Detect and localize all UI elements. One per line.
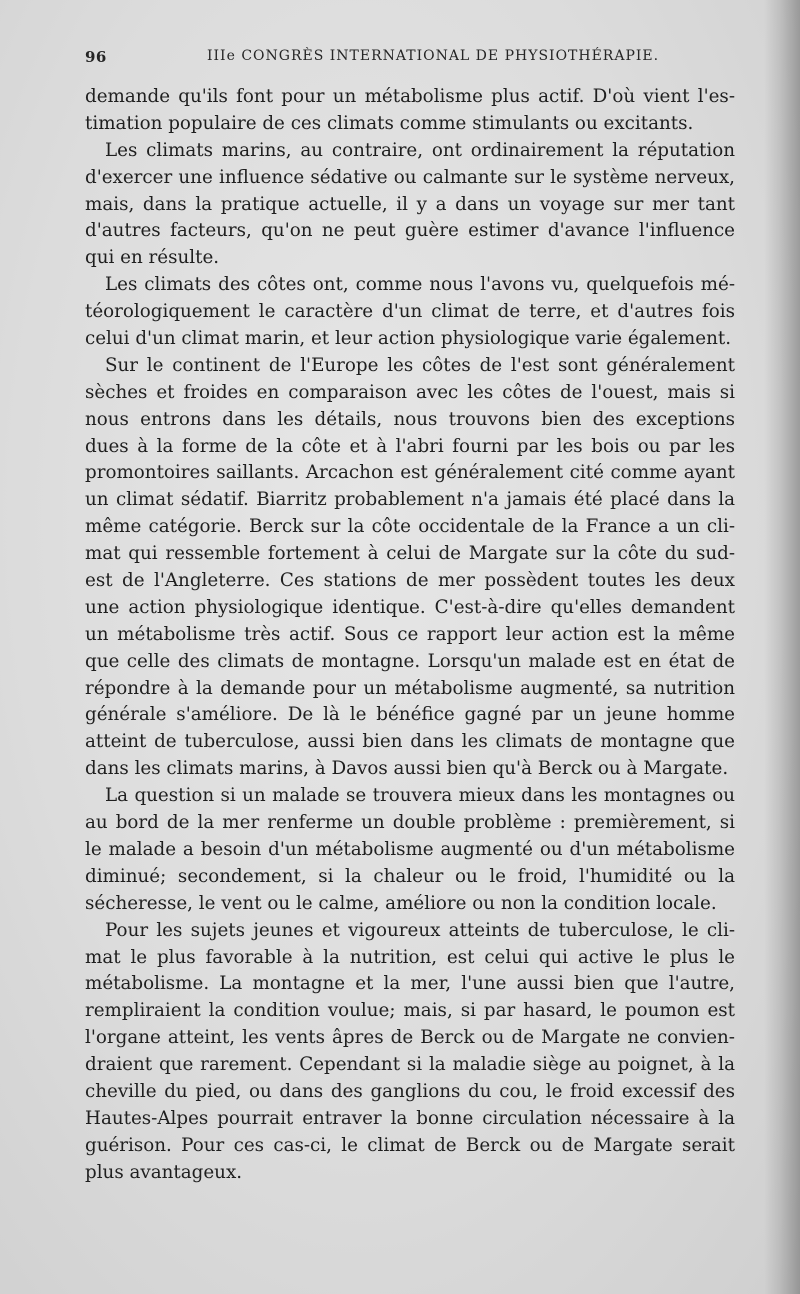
text-line: répondre à la demande pour un métabolisme augmenté, sa nutrition — [85, 677, 735, 699]
text-line: au bord de la mer renferme un double problème : premièrement, si — [85, 812, 735, 834]
page-gutter-shadow — [764, 0, 800, 1294]
text-line: demande qu'ils font pour un métabolisme plus actif. D'où vient l'es- — [85, 86, 735, 107]
text-line: est de l'Angleterre. Ces stations de mer possèdent toutes les deux — [85, 570, 735, 592]
body-text — [85, 84, 735, 1187]
text-line: un climat sédatif. Biarritz probablement n'a jamais été placé dans la — [85, 489, 735, 511]
text-line: même catégorie. Berck sur la côte occidentale de la France a un cli- — [85, 516, 735, 538]
text-line: Pour les sujets jeunes et vigoureux atteints de tuberculose, le cli- — [105, 919, 735, 941]
paragraph — [85, 138, 735, 272]
text-line: mat qui ressemble fortement à celui de Margate sur la côte du sud- — [85, 543, 735, 565]
text-line: dues à la forme de la côte et à l'abri fourni par les bois ou par les — [85, 435, 735, 457]
text-line: celui d'un climat marin, et leur action physiologique varie également. — [85, 328, 732, 350]
paragraph — [85, 783, 735, 917]
text-line: rempliraient la condition voulue; mais, si par hasard, le poumon est — [85, 1000, 735, 1022]
text-line: diminué; secondement, si la chaleur ou le froid, l'humidité ou la — [85, 865, 735, 887]
text-line: un métabolisme très actif. Sous ce rapport leur action est la même — [85, 623, 735, 645]
text-line: métabolisme. La montagne et la mer, l'une aussi bien que l'autre, — [85, 973, 735, 995]
text-line: nous entrons dans les détails, nous trouvons bien des exceptions — [85, 408, 735, 430]
paragraph — [85, 272, 735, 353]
text-line: téorologiquement le caractère d'un climat de terre, et d'autres fois — [85, 301, 735, 323]
text-line: que celle des climats de montagne. Lorsqu'un malade est en état de — [85, 650, 735, 672]
text-line: Les climats des côtes ont, comme nous l'avons vu, quelquefois mé- — [105, 274, 735, 296]
text-line: mat le plus favorable à la nutrition, est celui qui active le plus le — [85, 946, 735, 968]
text-line: La question si un malade se trouvera mieux dans les montagnes ou — [105, 785, 735, 807]
page-header — [85, 48, 735, 74]
page-number: 96 — [85, 48, 107, 66]
text-line: mais, dans la pratique actuelle, il y a dans un voyage sur mer tant — [85, 193, 735, 215]
text-line: guérison. Pour ces cas-ci, le climat de Berck ou de Margate serait — [85, 1134, 735, 1156]
text-line: le malade a besoin d'un métabolisme augmenté ou d'un métabolisme — [85, 838, 735, 860]
text-line: timation populaire de ces climats comme stimulants ou excitants. — [85, 112, 694, 134]
text-line: promontoires saillants. Arcachon est généralement cité comme ayant — [85, 462, 735, 484]
text-line: atteint de tuberculose, aussi bien dans les climats de montagne que — [85, 731, 735, 753]
text-line: une action physiologique identique. C'est-à-dire qu'elles demandent — [85, 596, 735, 618]
paragraph — [85, 918, 735, 1187]
text-line: sécheresse, le vent ou le calme, améliore ou non la condition locale. — [85, 892, 717, 914]
text-line: qui en résulte. — [85, 247, 220, 269]
text-line: Sur le continent de l'Europe les côtes de l'est sont généralement — [105, 354, 735, 376]
text-line: Hautes-Alpes pourrait entraver la bonne circulation nécessaire à la — [85, 1107, 735, 1129]
text-line: cheville du pied, ou dans des ganglions du cou, le froid excessif des — [85, 1080, 735, 1102]
text-line: d'autres facteurs, qu'on ne peut guère estimer d'avance l'influence — [85, 220, 735, 242]
text-line: dans les climats marins, à Davos aussi bien qu'à Berck ou à Margate. — [85, 758, 729, 780]
paragraph — [85, 353, 735, 783]
text-line: sèches et froides en comparaison avec les côtes de l'ouest, mais si — [85, 381, 735, 403]
text-line: plus avantageux. — [85, 1161, 243, 1183]
text-line: Les climats marins, au contraire, ont ordinairement la réputation — [105, 139, 735, 161]
paragraph — [85, 84, 735, 138]
text-line: générale s'améliore. De là le bénéfice gagné par un jeune homme — [85, 704, 735, 726]
text-line: d'exercer une influence sédative ou calmante sur le système nerveux, — [85, 166, 735, 188]
text-line: draient que rarement. Cependant si la maladie siège au poignet, à la — [85, 1054, 735, 1076]
running-head: IIIe CONGRÈS INTERNATIONAL DE PHYSIOTHÉRAPIE. — [207, 48, 660, 64]
text-line: l'organe atteint, les vents âpres de Berck ou de Margate ne convien- — [85, 1027, 735, 1049]
